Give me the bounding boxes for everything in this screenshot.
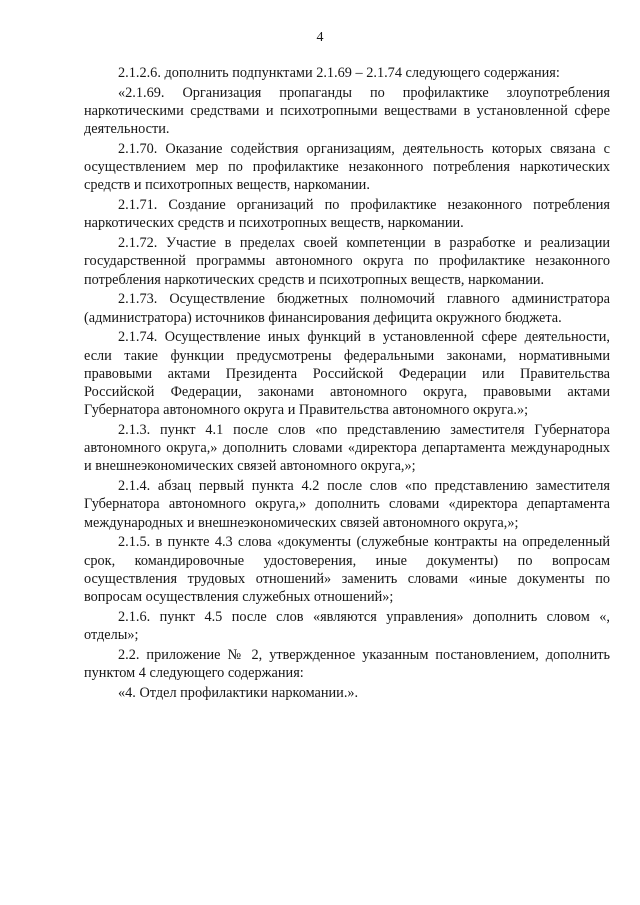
- paragraph-2-2: 2.2. приложение № 2, утвержденное указанным постановлением, дополнить пунктом 4 следующего содержания:: [84, 646, 610, 682]
- page-number: 4: [316, 30, 324, 45]
- paragraph-2-1-72: 2.1.72. Участие в пределах своей компетенции в разработке и реализации государственной программы автономного округа по профилактике незаконного потребления наркотических средств и психотропных веществ, наркомании.: [84, 235, 610, 288]
- paragraph-item-4: «4. Отдел профилактики наркомании.».: [118, 684, 359, 701]
- paragraph-2-1-2-6: 2.1.2.6. дополнить подпунктами 2.1.69 – 2.1.74 следующего содержания:: [118, 65, 560, 81]
- paragraph-2-1-4: 2.1.4. абзац первый пункта 4.2 после слов «по представлению заместителя Губернатора автономного округа,» дополнить словами «директора департамента международных и внешнеэкономических связей автономного округа,»;: [84, 478, 610, 531]
- paragraph-2-1-3: 2.1.3. пункт 4.1 после слов «по представлению заместителя Губернатора автономного округа,» дополнить словами «директора департамента международных и внешнеэкономических связей автономного округа,»;: [84, 422, 610, 475]
- paragraph-2-1-5: 2.1.5. в пункте 4.3 слова «документы (служебные контракты на определенный срок, командировочные удостоверения, иные документы) по вопросам осуществления трудовых отношений» заменить словами «иные документы по вопросам осуществления служебных отношений»;: [84, 534, 610, 606]
- paragraph-2-1-73: 2.1.73. Осуществление бюджетных полномочий главного администратора (администратора) источников финансирования дефицита окружного бюджета.: [84, 291, 610, 326]
- paragraph-2-1-74: 2.1.74. Осуществление иных функций в установленной сфере деятельности, если такие функции предусмотрены федеральными законами, нормативными правовыми актами Президента Российской Федерации или Правительства Российской Федерации, законами автономного округа, правовыми актами Губернатора автономного округа и Правительства автономного округа.»;: [84, 329, 610, 419]
- paragraph-2-1-6: 2.1.6. пункт 4.5 после слов «являются управления» дополнить словом «, отделы»;: [84, 608, 610, 644]
- paragraph-2-1-70: 2.1.70. Оказание содействия организациям, деятельность которых связана с осуществлением мер по профилактике незаконного потребления наркотических средств и психотропных веществ, наркомании.: [84, 141, 610, 194]
- paragraph-2-1-69: «2.1.69. Организация пропаганды по профилактике злоупотребления наркотическими средствами и психотропными веществами в установленной сфере деятельности.: [84, 84, 610, 138]
- document-body: [84, 64, 610, 704]
- paragraph-2-1-71: 2.1.71. Создание организаций по профилактике незаконного потребления наркотических средств и психотропных веществ, наркомании.: [84, 197, 610, 232]
